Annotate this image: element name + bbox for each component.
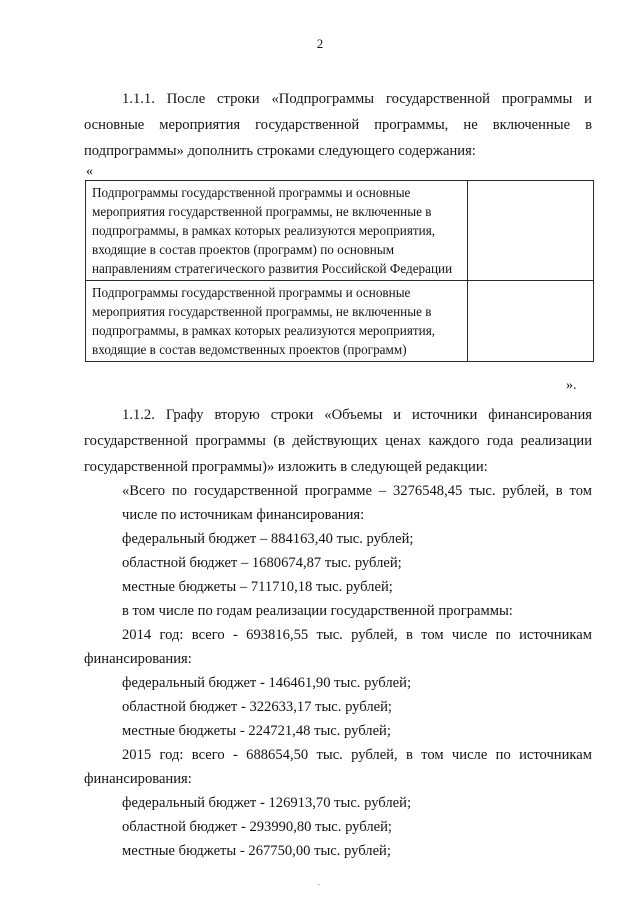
funding-2015-local: местные бюджеты - 267750,00 тыс. рублей; — [122, 843, 391, 859]
funding-2014-local: местные бюджеты - 224721,48 тыс. рублей; — [122, 723, 391, 739]
table-cell-name: Подпрограммы государственной программы и основные мероприятия государственной программы, не включенные в подпрограммы, в рамках которых реализуются мероприятия, входящие в состав ведомственных проектов (программ) — [86, 281, 468, 362]
funding-2014-federal: федеральный бюджет - 146461,90 тыс. рублей; — [122, 675, 411, 691]
page-number: 2 — [316, 36, 324, 51]
funding-2015-regional: областной бюджет - 293990,80 тыс. рублей; — [122, 819, 392, 835]
funding-by-years: в том числе по годам реализации государственной программы: — [122, 603, 513, 619]
funding-regional: областной бюджет – 1680674,87 тыс. рублей; — [122, 555, 402, 571]
table-row — [86, 281, 594, 362]
funding-local: местные бюджеты – 711710,18 тыс. рублей; — [122, 579, 393, 595]
paragraph-1-1-2: 1.1.2. Графу вторую строки «Объемы и источники финансирования государственной программы (в действующих ценах каждого года реализации государственной программы)» изложить в следующей редакции: — [84, 407, 592, 475]
funding-section — [84, 479, 592, 863]
table-cell-empty — [468, 181, 594, 281]
paragraph-1-1-1: 1.1.1. После строки «Подпрограммы государственной программы и основные мероприятия государственной программы, не включенные в подпрограммы» дополнить строками следующего содержания: — [84, 91, 592, 159]
funding-2014-sources: финансирования: — [84, 651, 192, 667]
table-cell-empty — [468, 281, 594, 362]
inserted-rows-table — [85, 180, 594, 362]
table-cell-name: Подпрограммы государственной программы и основные мероприятия государственной программы, не включенные в подпрограммы, в рамках которых реализуются мероприятия, входящие в состав проектов (программ) по основным направлениям стратегического развития Российской Федерации — [86, 181, 468, 281]
funding-2014-total: 2014 год: всего - 693816,55 тыс. рублей, в том числе по источникам — [122, 627, 592, 643]
funding-2015-total: 2015 год: всего - 688654,50 тыс. рублей, в том числе по источникам — [122, 747, 592, 763]
funding-total: «Всего по государственной программе – 3276548,45 тыс. рублей, в том числе по источникам финансирования: — [122, 483, 592, 523]
funding-federal: федеральный бюджет – 884163,40 тыс. рублей; — [122, 531, 414, 547]
opening-quote: « — [86, 164, 93, 179]
scan-speck — [318, 884, 320, 885]
table-row — [86, 181, 594, 281]
funding-2014-regional: областной бюджет - 322633,17 тыс. рублей; — [122, 699, 392, 715]
closing-quote: ». — [566, 378, 577, 393]
funding-2015-federal: федеральный бюджет - 126913,70 тыс. рублей; — [122, 795, 411, 811]
funding-2015-sources: финансирования: — [84, 771, 192, 787]
